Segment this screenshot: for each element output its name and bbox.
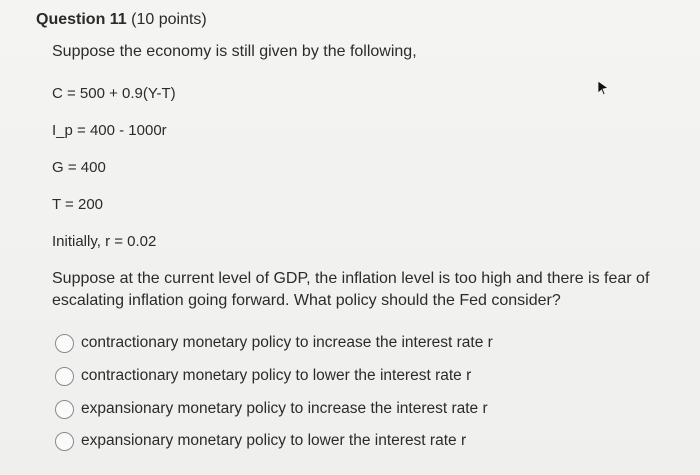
equation-planned-investment: I_p = 400 - 1000r: [52, 122, 167, 139]
radio-button-icon[interactable]: [55, 400, 74, 419]
equation-government-spending: G = 400: [52, 159, 106, 176]
radio-button-icon[interactable]: [55, 334, 74, 353]
initial-interest-rate: Initially, r = 0.02: [52, 233, 157, 250]
answer-option-label[interactable]: contractionary monetary policy to lower the interest rate r: [81, 367, 472, 384]
answer-option-2[interactable]: [55, 366, 471, 386]
answer-option-label[interactable]: expansionary monetary policy to lower the interest rate r: [81, 432, 467, 449]
question-prompt: Suppose at the current level of GDP, the inflation level is too high and there is fear of escalating inflation going forward. What policy should the Fed consider?: [52, 270, 650, 309]
question-points: (10 points): [131, 11, 207, 28]
equation-consumption: C = 500 + 0.9(Y-T): [52, 85, 176, 102]
radio-button-icon[interactable]: [55, 367, 74, 386]
question-header: [36, 10, 207, 30]
question-intro: Suppose the economy is still given by the following,: [52, 43, 417, 60]
mouse-pointer-icon: [596, 80, 610, 96]
answer-option-label[interactable]: contractionary monetary policy to increase the interest rate r: [81, 334, 493, 351]
question-title: Question 11: [36, 11, 127, 28]
answer-option-1[interactable]: [55, 333, 493, 353]
answer-option-4[interactable]: [55, 431, 466, 451]
equation-taxes: T = 200: [52, 196, 104, 213]
answer-option-3[interactable]: [55, 399, 488, 419]
answer-option-label[interactable]: expansionary monetary policy to increase the interest rate r: [81, 400, 488, 417]
radio-button-icon[interactable]: [55, 432, 74, 451]
